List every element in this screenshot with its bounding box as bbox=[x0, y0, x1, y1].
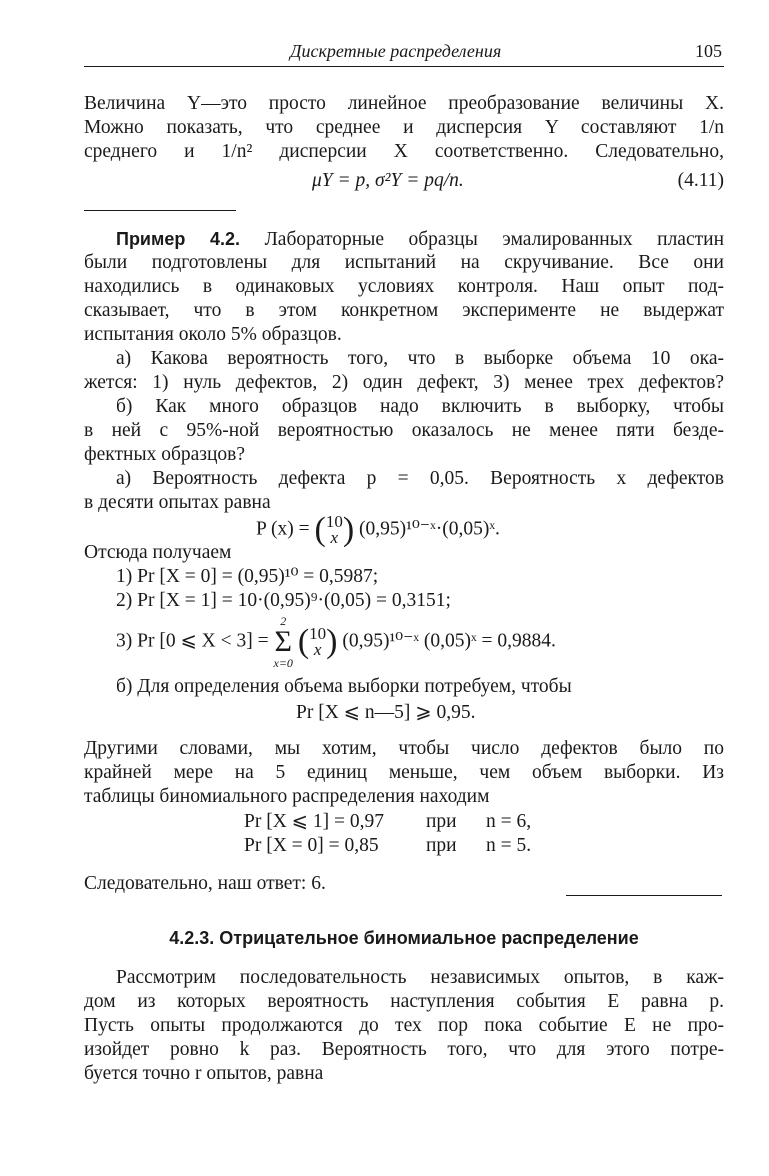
binom-bottom: x bbox=[330, 528, 339, 547]
sum-lower-limit: x=0 bbox=[273, 656, 293, 670]
example-line-3: находились в одинаковых условиях контроля. Наш опыт под- bbox=[84, 276, 724, 297]
question-b-line-1: б) Как много образцов надо включить в выборку, чтобы bbox=[116, 396, 724, 417]
page-number: 105 bbox=[695, 41, 722, 61]
formula-px-lhs: P (x) = bbox=[256, 518, 310, 540]
section-line-1: Рассмотрим последовательность независимых опытов, в каж- bbox=[116, 967, 724, 988]
result-1: 1) Pr [X = 0] = (0,95)¹⁰ = 0,5987; bbox=[116, 566, 379, 587]
result-3-lhs: 3) Pr [0 ⩽ X < 3] = bbox=[116, 630, 269, 652]
table-cond: n = 5. bbox=[486, 835, 532, 856]
intro-line-1: Величина Y—это просто линейное преобразование величины X. bbox=[84, 93, 724, 114]
section-heading: 4.2.3. Отрицательное биномиальное распределение bbox=[169, 928, 639, 948]
answer-a-line-2: в десяти опытах равна bbox=[84, 492, 271, 513]
conclusion-line: Следовательно, наш ответ: 6. bbox=[84, 873, 326, 894]
section-line-2: дом из которых вероятность наступления события E равна p. bbox=[84, 991, 724, 1012]
binom2-bottom: x bbox=[313, 640, 322, 659]
equation-number: (4.11) bbox=[677, 170, 724, 191]
question-a-line-2: жется: 1) нуль дефектов, 2) один дефект, 3) менее трех дефектов? bbox=[84, 372, 724, 393]
question-b-line-2: в ней с 95%-ной вероятностью оказалось не менее пяти безде- bbox=[84, 420, 724, 441]
table-word: при bbox=[426, 835, 457, 856]
running-title: Дискретные распределения bbox=[290, 41, 502, 61]
hence-line: Отсюда получаем bbox=[84, 542, 232, 563]
summation-sign: 2 Σ x=0 bbox=[273, 614, 293, 670]
table-word: при bbox=[426, 811, 457, 832]
example-line-5: испытания около 5% образцов. bbox=[84, 324, 342, 345]
other-words-line-1: Другими словами, мы хотим, чтобы число дефектов было по bbox=[84, 738, 724, 759]
example-end-rule bbox=[566, 895, 722, 896]
binomial-coefficient-2: (10 x ) bbox=[297, 623, 338, 660]
result-2: 2) Pr [X = 1] = 10·(0,95)⁹·(0,05) = 0,3151; bbox=[116, 590, 451, 611]
binom2-top: 10 bbox=[309, 624, 327, 643]
other-words-line-3: таблицы биномиального распределения находим bbox=[84, 786, 490, 807]
section-line-5: буется точно r опытов, равна bbox=[84, 1063, 324, 1084]
example-line-1 bbox=[116, 227, 724, 252]
running-header bbox=[84, 40, 724, 67]
table-cond: n = 6, bbox=[486, 811, 532, 832]
example-line-4: сказывает, что в этом конкретном эксперименте не выдержат bbox=[84, 300, 724, 321]
other-words-line-2: крайней мере на 5 единиц меньше, чем объем выборки. Из bbox=[84, 762, 724, 783]
answer-b-line: б) Для определения объема выборки потребуем, чтобы bbox=[116, 676, 572, 697]
binomial-coefficient: (10 x ) bbox=[314, 511, 355, 548]
question-a-line-1: а) Какова вероятность того, что в выборке объема 10 ока- bbox=[116, 348, 724, 369]
intro-line-2: Можно показать, что среднее и дисперсия Y составляют 1/n bbox=[84, 117, 724, 138]
table-expr: Pr [X = 0] = 0,85 bbox=[244, 835, 379, 856]
table-expr: Pr [X ⩽ 1] = 0,97 bbox=[244, 811, 384, 832]
intro-line-3: среднего и 1/n² дисперсии X соответственно. Следовательно, bbox=[84, 141, 724, 162]
section-line-3: Пусть опыты продолжаются до тех пор пока событие E не про- bbox=[84, 1015, 724, 1036]
table-row bbox=[244, 810, 531, 834]
formula-b: Pr [X ⩽ n—5] ⩾ 0,95. bbox=[296, 702, 476, 723]
table-row bbox=[244, 834, 531, 858]
example-line-2: были подготовлены для испытаний на скручивание. Все они bbox=[84, 252, 724, 273]
example-text: Лабораторные образцы эмалированных пластин bbox=[264, 229, 725, 250]
formula-px-rhs: (0,95)¹⁰⁻ˣ·(0,05)ˣ. bbox=[359, 518, 500, 540]
binom-top: 10 bbox=[325, 512, 343, 531]
result-3 bbox=[116, 614, 556, 670]
example-label: Пример 4.2. bbox=[116, 229, 241, 249]
result-3-rhs: (0,95)¹⁰⁻ˣ (0,05)ˣ = 0,9884. bbox=[342, 630, 556, 652]
section-line-4: изойдет ровно k раз. Вероятность того, что для этого потре- bbox=[84, 1039, 724, 1060]
question-b-line-3: фектных образцов? bbox=[84, 444, 246, 465]
example-start-rule bbox=[84, 210, 236, 211]
sum-upper-limit: 2 bbox=[280, 614, 287, 628]
answer-a-line-1: а) Вероятность дефекта p = 0,05. Вероятность x дефектов bbox=[116, 468, 724, 489]
formula-4-11: μY = p, σ²Y = pq/n. bbox=[312, 170, 464, 191]
